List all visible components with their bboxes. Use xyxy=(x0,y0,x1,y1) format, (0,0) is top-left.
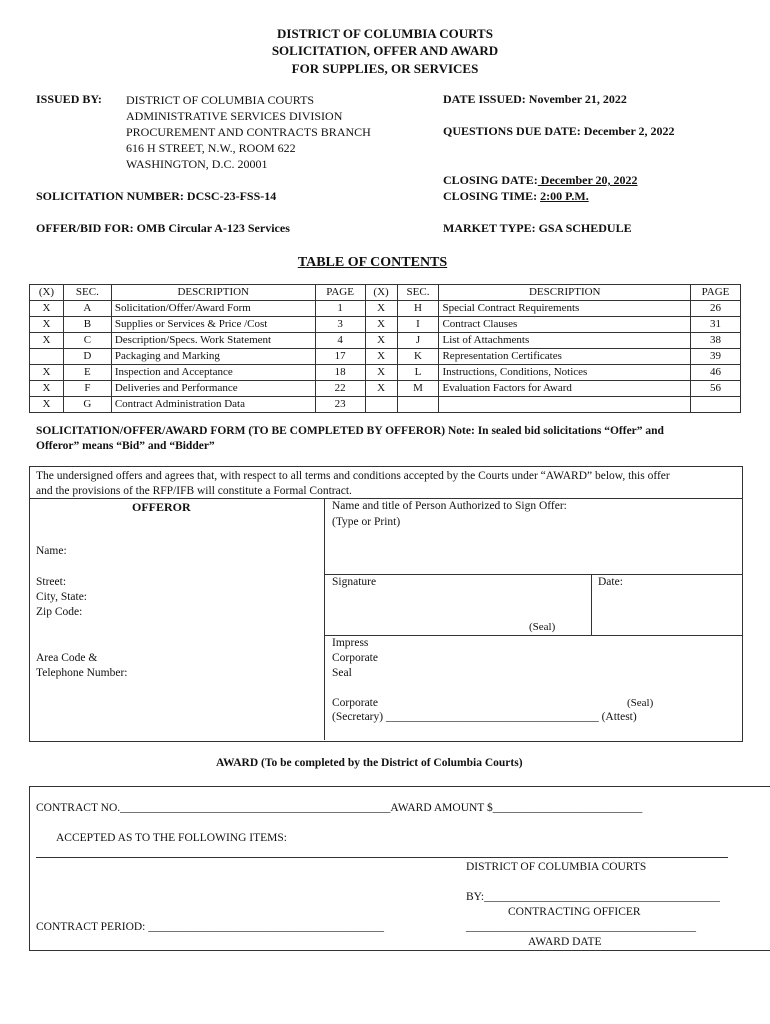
toc-cell: J xyxy=(397,333,439,349)
signature-label: Signature xyxy=(332,576,377,588)
form-title-line-2: SOLICITATION, OFFER AND AWARD xyxy=(271,43,499,58)
toc-row xyxy=(30,317,741,333)
form-heading-line-2: Offeror” means “Bid” and “Bidder” xyxy=(36,440,215,452)
toc-cell: Description/Specs. Work Statement xyxy=(111,333,315,349)
toc-cell: X xyxy=(30,397,64,413)
award-heading: AWARD (To be completed by the District of Columbia Courts) xyxy=(216,757,523,769)
toc-header: PAGE xyxy=(315,285,365,301)
closing-date-label: CLOSING DATE: xyxy=(443,173,538,187)
closing-time xyxy=(443,189,589,204)
toc-cell: 39 xyxy=(691,349,741,365)
toc-cell: X xyxy=(365,365,397,381)
toc-cell: K xyxy=(397,349,439,365)
toc-cell: 23 xyxy=(315,397,365,413)
date-label: Date: xyxy=(598,576,623,588)
toc-cell: 3 xyxy=(315,317,365,333)
issued-by-line: PROCUREMENT AND CONTRACTS BRANCH xyxy=(126,125,371,139)
toc-cell: 56 xyxy=(691,381,741,397)
name-title-label: Name and title of Person Authorized to Sign Offer: xyxy=(332,500,567,512)
toc-row xyxy=(30,365,741,381)
toc-cell: Supplies or Services & Price /Cost xyxy=(111,317,315,333)
issued-by-line: WASHINGTON, D.C. 20001 xyxy=(126,157,268,171)
closing-time-label: CLOSING TIME: xyxy=(443,189,541,203)
seal-label: (Seal) xyxy=(529,621,556,633)
name-label: Name: xyxy=(36,545,67,557)
toc-cell: I xyxy=(397,317,439,333)
toc-cell: Contract Clauses xyxy=(439,317,691,333)
toc-header-row xyxy=(30,285,741,301)
toc-cell: 31 xyxy=(691,317,741,333)
signature-top-rule xyxy=(324,574,742,575)
offer-intro-line-1: The undersigned offers and agrees that, with respect to all terms and conditions accepted by the Courts under “AWARD” below, this offer xyxy=(36,470,670,482)
issued-by-line: ADMINISTRATIVE SERVICES DIVISION xyxy=(126,109,343,123)
toc-row xyxy=(30,301,741,317)
offer-bid-for: OFFER/BID FOR: OMB Circular A-123 Services xyxy=(36,221,290,235)
toc-cell: 17 xyxy=(315,349,365,365)
toc-cell: X xyxy=(365,381,397,397)
toc-cell: X xyxy=(30,333,64,349)
contracting-officer-label: CONTRACTING OFFICER xyxy=(508,906,641,918)
offer-intro-line-2: and the provisions of the RFP/IFB will constitute a Formal Contract. xyxy=(36,485,352,497)
toc-cell: 26 xyxy=(691,301,741,317)
toc-cell: M xyxy=(397,381,439,397)
toc-cell: Contract Administration Data xyxy=(111,397,315,413)
issued-by-line: DISTRICT OF COLUMBIA COURTS xyxy=(126,93,315,107)
toc-cell: Evaluation Factors for Award xyxy=(439,381,691,397)
issued-by-address xyxy=(126,92,371,172)
toc-cell: X xyxy=(30,317,64,333)
toc-cell: Deliveries and Performance xyxy=(111,381,315,397)
impress-label: Impress xyxy=(332,637,369,649)
signature-bottom-rule xyxy=(324,635,742,636)
date-issued: DATE ISSUED: November 21, 2022 xyxy=(443,92,627,106)
attest-seal-label: (Seal) xyxy=(627,697,654,709)
corporate-label: Corporate xyxy=(332,652,378,664)
toc-cell: 22 xyxy=(315,381,365,397)
corporate-secretary-label: Corporate xyxy=(332,697,378,709)
toc-cell: F xyxy=(63,381,111,397)
dc-courts-label: DISTRICT OF COLUMBIA COURTS xyxy=(466,861,647,873)
solicitation-number: SOLICITATION NUMBER: DCSC-23-FSS-14 xyxy=(36,189,277,203)
toc-cell: A xyxy=(63,301,111,317)
toc-header: SEC. xyxy=(63,285,111,301)
accepted-items-label: ACCEPTED AS TO THE FOLLOWING ITEMS: xyxy=(56,832,287,844)
toc-cell: E xyxy=(63,365,111,381)
toc-header: (X) xyxy=(365,285,397,301)
toc-header: DESCRIPTION xyxy=(439,285,691,301)
toc-row xyxy=(30,397,741,413)
type-or-print-label: (Type or Print) xyxy=(332,516,401,528)
toc-cell: 1 xyxy=(315,301,365,317)
contract-period-line: CONTRACT PERIOD: _________________________________________ xyxy=(36,921,384,933)
toc-header: SEC. xyxy=(397,285,439,301)
offer-column-divider xyxy=(324,498,325,740)
toc-cell: X xyxy=(365,317,397,333)
secretary-attest-line: (Secretary) _____________________________________ (Attest) xyxy=(332,711,637,723)
issued-by-line: 616 H STREET, N.W., ROOM 622 xyxy=(126,141,296,155)
form-title-line-3: FOR SUPPLIES, OR SERVICES xyxy=(291,61,479,76)
toc-cell: H xyxy=(397,301,439,317)
offeror-label: OFFEROR xyxy=(132,500,191,514)
toc-cell xyxy=(439,397,691,413)
toc-cell xyxy=(365,397,397,413)
market-type: MARKET TYPE: GSA SCHEDULE xyxy=(443,221,632,235)
toc-cell: L xyxy=(397,365,439,381)
toc-cell: X xyxy=(30,381,64,397)
toc-cell: Instructions, Conditions, Notices xyxy=(439,365,691,381)
questions-due-date: QUESTIONS DUE DATE: December 2, 2022 xyxy=(443,124,675,138)
issued-by-label: ISSUED BY: xyxy=(36,92,102,106)
toc-row xyxy=(30,381,741,397)
toc-cell: Inspection and Acceptance xyxy=(111,365,315,381)
toc-cell xyxy=(30,349,64,365)
form-heading-line-1: SOLICITATION/OFFER/AWARD FORM (TO BE COMPLETED BY OFFEROR) Note: In sealed bid solicitations “Offer” and xyxy=(36,425,664,437)
toc-cell: X xyxy=(365,333,397,349)
toc-header: (X) xyxy=(30,285,64,301)
toc-table xyxy=(29,284,741,413)
toc-cell: X xyxy=(365,301,397,317)
form-title-line-1: DISTRICT OF COLUMBIA COURTS xyxy=(277,26,493,41)
award-date-label: AWARD DATE xyxy=(528,936,602,948)
toc-cell: List of Attachments xyxy=(439,333,691,349)
offer-divider xyxy=(29,498,742,499)
street-label: Street: xyxy=(36,576,67,588)
toc-cell: D xyxy=(63,349,111,365)
seal-word-label: Seal xyxy=(332,667,352,679)
closing-time-value: 2:00 P.M. xyxy=(540,189,589,203)
toc-cell: 38 xyxy=(691,333,741,349)
toc-cell: Packaging and Marking xyxy=(111,349,315,365)
by-signature-line: BY:_________________________________________ xyxy=(466,891,720,903)
toc-cell: 18 xyxy=(315,365,365,381)
city-state-label: City, State: xyxy=(36,591,88,603)
area-code-label: Area Code & xyxy=(36,652,98,664)
award-date-line: ________________________________________ xyxy=(466,921,696,933)
toc-cell: 46 xyxy=(691,365,741,381)
accepted-items-rule xyxy=(36,857,728,858)
toc-cell xyxy=(397,397,439,413)
telephone-label: Telephone Number: xyxy=(36,667,128,679)
toc-cell: Special Contract Requirements xyxy=(439,301,691,317)
closing-date-value: December 20, 2022 xyxy=(537,173,638,187)
contract-number-line: CONTRACT NO._______________________________________________AWARD AMOUNT $__________________________ xyxy=(36,802,643,814)
closing-date xyxy=(443,173,638,188)
toc-cell: 4 xyxy=(315,333,365,349)
toc-row xyxy=(30,333,741,349)
toc-cell: X xyxy=(30,301,64,317)
toc-header: DESCRIPTION xyxy=(111,285,315,301)
toc-cell xyxy=(691,397,741,413)
date-column-divider xyxy=(591,574,592,635)
toc-cell: C xyxy=(63,333,111,349)
toc-cell: Solicitation/Offer/Award Form xyxy=(111,301,315,317)
toc-row xyxy=(30,349,741,365)
zip-code-label: Zip Code: xyxy=(36,606,83,618)
toc-cell: Representation Certificates xyxy=(439,349,691,365)
toc-header: PAGE xyxy=(691,285,741,301)
toc-cell: X xyxy=(365,349,397,365)
toc-cell: B xyxy=(63,317,111,333)
toc-title: TABLE OF CONTENTS xyxy=(297,255,448,270)
toc-cell: G xyxy=(63,397,111,413)
toc-cell: X xyxy=(30,365,64,381)
